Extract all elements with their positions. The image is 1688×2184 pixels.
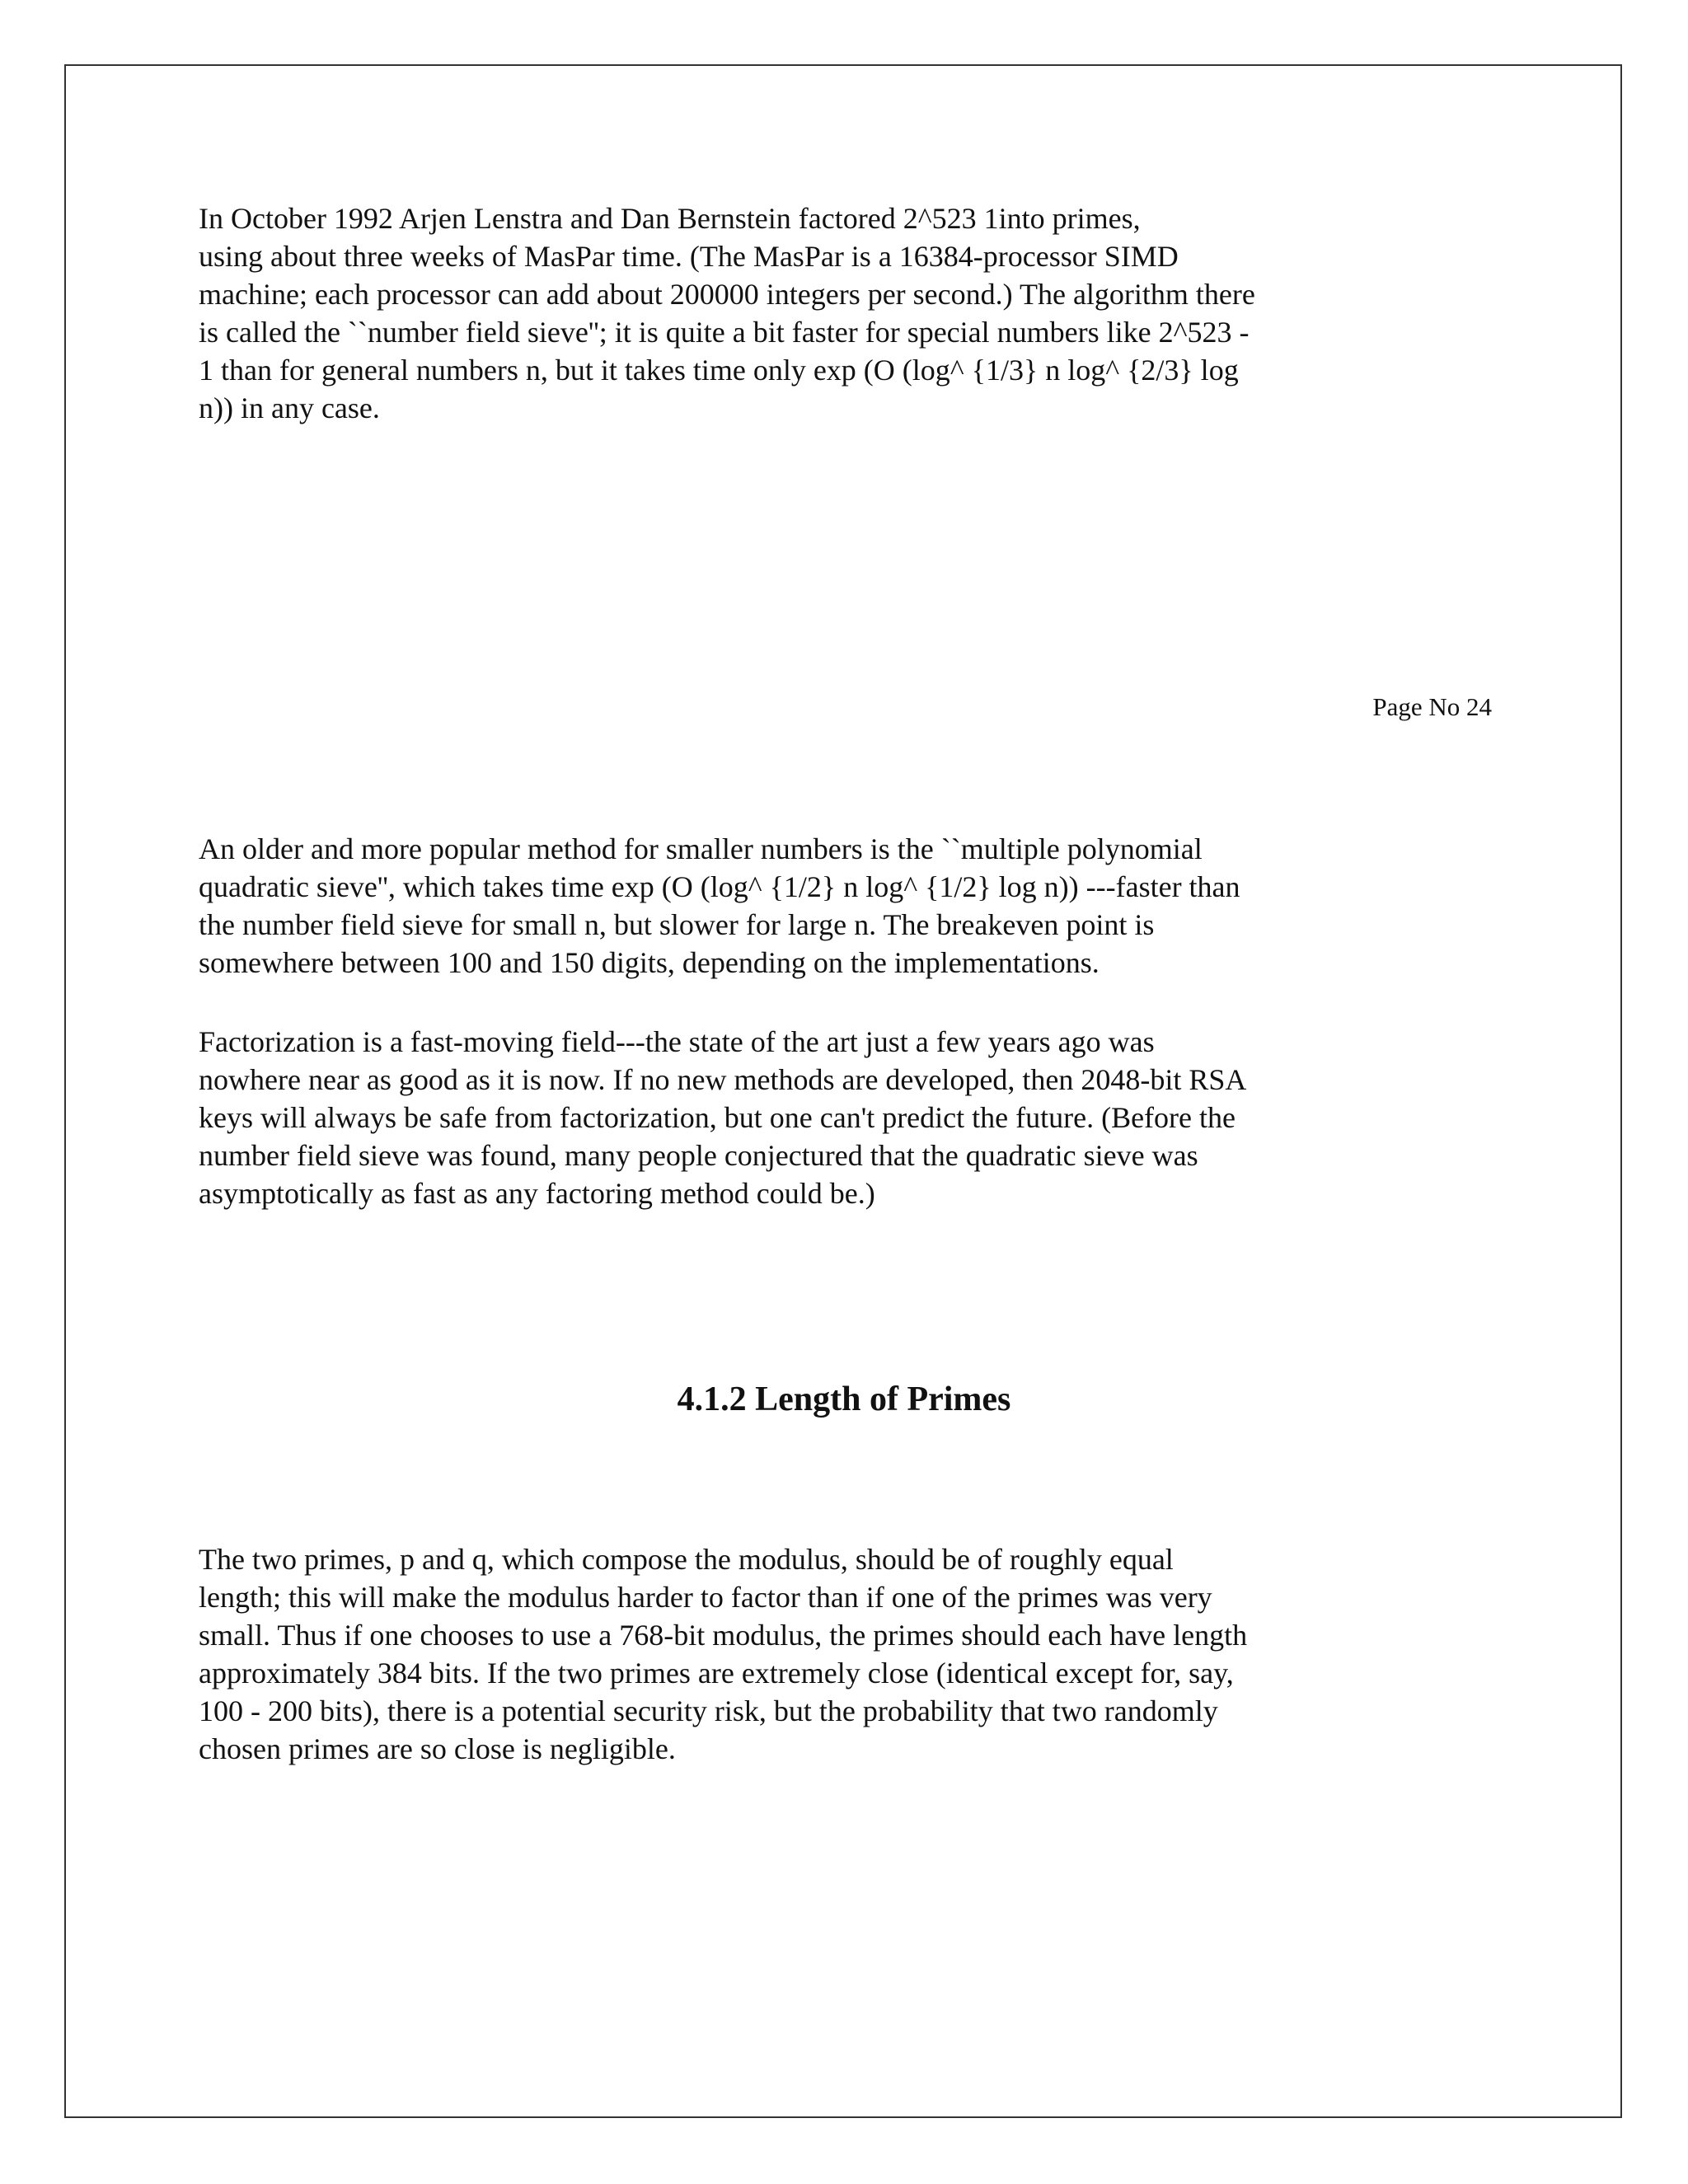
page-number: Page No 24: [1372, 692, 1492, 721]
paragraph-prime-length: The two primes, p and q, which compose the modulus, should be of roughly equal length; this will make the modulus harder to factor than if one of the primes was very small. Thus if one chooses to use a 768-bit modulus, the primes should each have length approximately 384 bits. If the two primes are extremely close (identical except for, say, 100 - 200 bits), there is a potential security risk, but the probability that two randomly chosen primes are so close is negligible.: [199, 1543, 1248, 1765]
paragraph-quadratic-sieve: An older and more popular method for smaller numbers is the ``multiple polynomial quadratic sieve'', which takes time exp (O (log^ {1/2} n log^ {1/2} log n)) ---faster than the number field sieve for small n, but slower for large n. The breakeven point is somewhere between 100 and 150 digits, depending on the implementations.: [199, 832, 1240, 979]
paragraph-number-field-sieve: In October 1992 Arjen Lenstra and Dan Bernstein factored 2^523 1into primes, using about three weeks of MasPar time. (The MasPar is a 16384-processor SIMD machine; each processor can add about 200000 integers per second.) The algorithm there is called the ``number field sieve''; it is quite a bit faster for special numbers like 2^523 - 1 than for general numbers n, but it takes time only exp (O (log^ {1/3} n log^ {2/3} log n)) in any case.: [199, 202, 1255, 424]
paragraph-factorization-field: Factorization is a fast-moving field---the state of the art just a few years ago was nowhere near as good as it is now. If no new methods are developed, then 2048-bit RSA keys will always be safe from factorization, but one can't predict the future. (Before the number field sieve was found, many people conjectured that the quadratic sieve was asymptotically as fast as any factoring method could be.): [199, 1025, 1247, 1210]
section-heading: 4.1.2 Length of Primes: [677, 1380, 1011, 1418]
